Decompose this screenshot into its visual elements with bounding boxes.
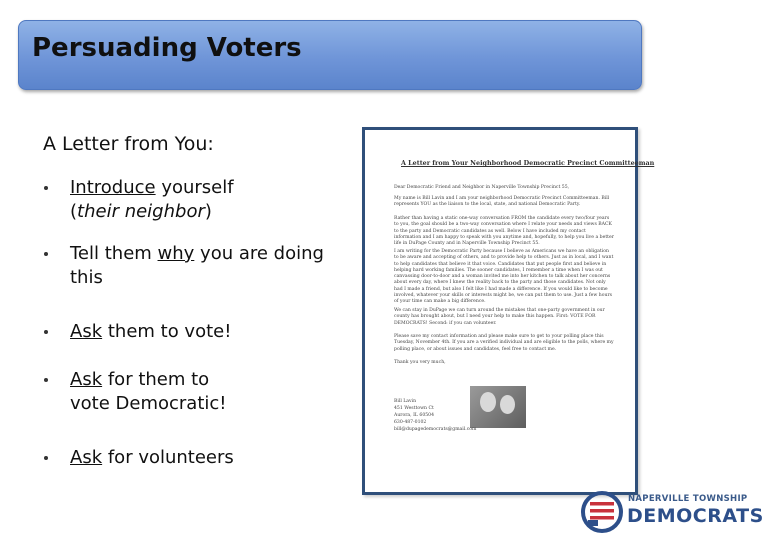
letter-title: A Letter from Your Neighborhood Democratic Precinct Committeeman [401,159,655,167]
letter-salutation: Dear Democratic Friend and Neighbor in Naperville Township Precinct 55, [394,185,570,190]
letter-paragraph: Rather than having a static one-way conversation FROM the candidate every two/four years to you, the goal should be a two-way conversation where I relate your needs and views BACK to the party and Democratic candidates as well. Below I have included my contact information and I am happy to speak with you anytime and, hopefully, to help you live a better life in DuPage County and in Naperville Township Precinct 55. [394,216,614,247]
slide-subtitle: A Letter from You: [43,133,214,155]
bullet-item [44,242,334,290]
bullet-item [44,176,334,224]
bullet-italic: their neighbor [77,201,205,222]
flag-globe-icon [580,490,624,534]
bullet-text: for them to vote Democratic! [70,369,227,414]
letter-paragraph: I am writing for the Democratic Party because I believe as Americans we have an obligation to be aware and accepting of others, and to provide help to others. Just as in local, and I want to help candidates that believe it that voice. Candidates that put people first and believe in helping hard working families. The sooner candidates, I remember a time when I was out canvassing door-to-door and a woman invited me into her kitchen to talk about her concerns about every day, where I knew the reality back to the party and those candidates. Not only had I made a friend, but also I felt like I had made a difference. If you would like to become involved, whatever your skills or interests might be, we can put them to use. Just a few hours of your time can make a big difference. [394,249,614,305]
bullet-item [44,446,334,470]
bullet-underlined: why [157,243,195,264]
logo-line2: DEMOCRATS [627,505,764,527]
bullet-text: yourself [155,177,234,198]
bullet-underlined: Ask [70,447,103,468]
bullet-text: you are doing this [70,243,324,288]
bullet-dot-icon [44,252,48,256]
logo-line1: NAPERVILLE TOWNSHIP [628,494,748,504]
bullet-text: ) [204,201,212,222]
slide-title: Persuading Voters [32,33,302,63]
bullet-list [44,176,334,470]
bullet-item [44,320,334,344]
letter-image [362,127,655,495]
bullet-dot-icon [44,186,48,190]
bullet-item [44,368,245,416]
letter-signature-email: bill@dupagedemocrats@gmail.com [394,427,477,432]
letter-signature-phone: 630-487-0102 [394,420,427,425]
letter-signature-address: Aurora, IL 60504 [394,413,435,418]
bullet-text: ( [70,201,78,222]
bullet-underlined: Ask [70,321,103,342]
letter-closing: Thank you very much, [394,360,446,365]
letter-paragraph: We can stay in DuPage we can turn around the mistakes that one-party government in our county has brought about, but I need your help to make this happen. First: VOTE FOR DEMOCRATS! Second: if you can volunteer. [394,308,605,326]
bullet-text: for volunteers [102,447,234,468]
bullet-text: Tell them [70,243,158,264]
title-bar [18,20,642,90]
letter-signature-address: 451 Westtown Ct [394,406,434,411]
letter-paragraph: My name is Bill Lavin and I am your neighborhood Democratic Precinct Committeeman. Bill represents YOU as the liaison to the local, state, and national Democratic Party. [394,196,610,208]
bullet-text: them to vote! [102,321,232,342]
letter-signature-name: Bill Lavin [394,399,417,404]
bullet-dot-icon [44,378,48,382]
bullet-dot-icon [44,456,48,460]
bullet-dot-icon [44,330,48,334]
naperville-township-democrats-logo [580,490,764,534]
letter-paragraph: Please save my contact information and please make sure to get to your polling place this Tuesday, November 4th. If you are a verified individual and are eligible to the polls, where my polling place, or about issues and candidates, feel free to contact me. [394,334,614,352]
bullet-underlined: Ask [70,369,103,390]
bullet-underlined: Introduce [70,177,156,198]
